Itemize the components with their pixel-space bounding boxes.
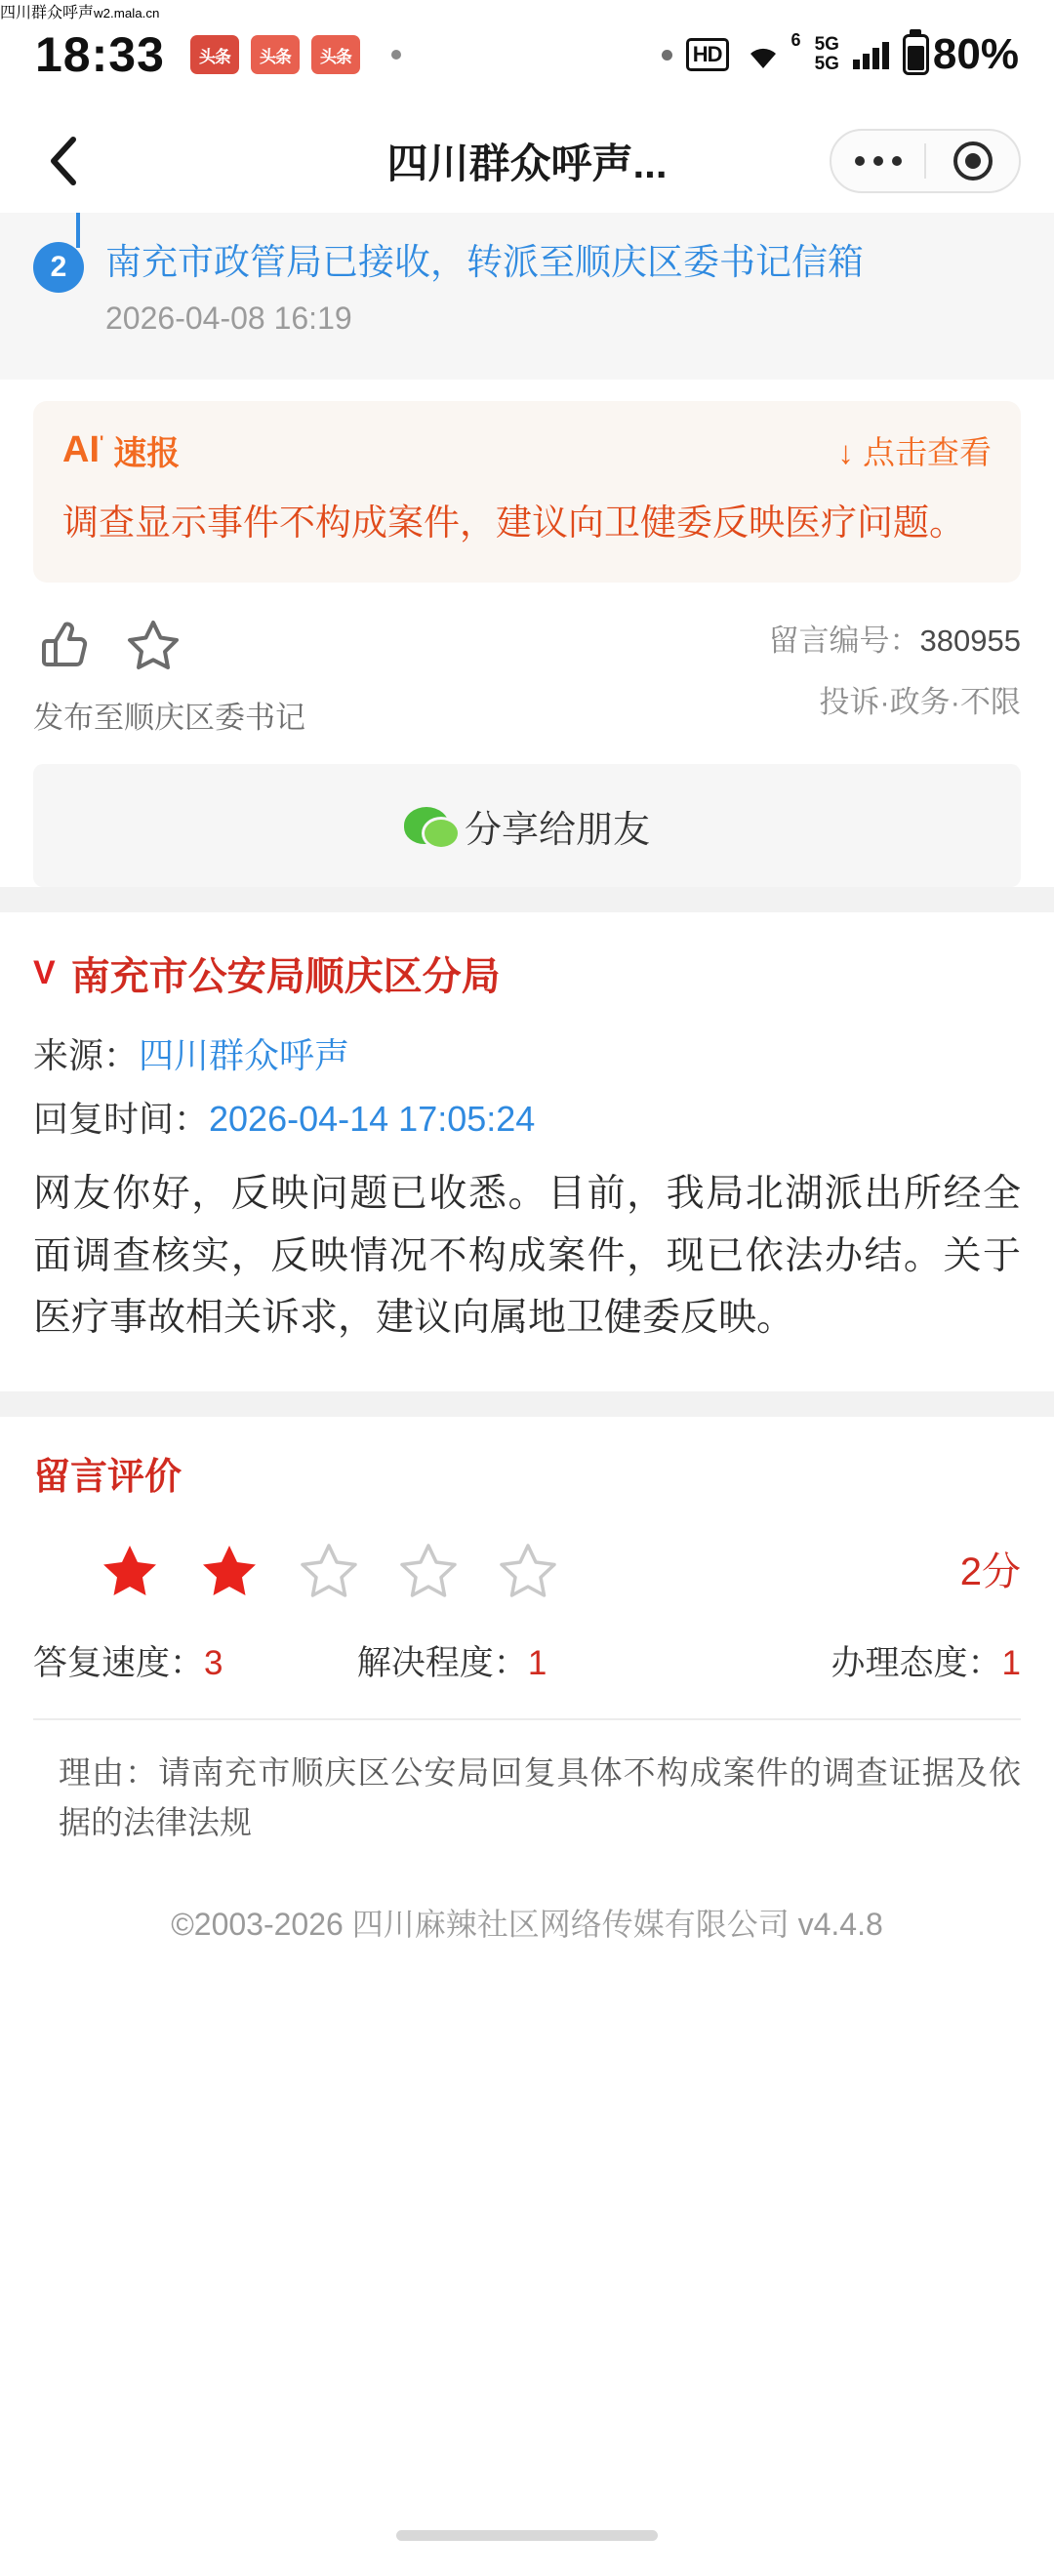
hd-icon: HD bbox=[686, 38, 729, 71]
evaluation-reason-label: 理由： bbox=[59, 1753, 159, 1791]
metric-resolution bbox=[357, 1636, 697, 1685]
star-outline-icon[interactable] bbox=[125, 616, 182, 677]
ai-summary-card[interactable] bbox=[33, 401, 1021, 584]
metric-resolution-value: 1 bbox=[527, 1643, 547, 1682]
message-id-row bbox=[769, 616, 1021, 660]
status-clock: 18:33 bbox=[35, 27, 165, 82]
status-bar bbox=[0, 0, 1054, 109]
evaluation-title: 留言评价 bbox=[33, 1456, 182, 1498]
timeline-connector bbox=[76, 213, 80, 248]
reply-organization: 南充市公安局顺庆区分局 bbox=[70, 955, 501, 999]
watermark-layer: 四川群众呼声w2.mala.cn bbox=[0, 5, 160, 21]
progress-time: 2026-04-08 16:19 bbox=[105, 300, 352, 336]
metric-attitude bbox=[697, 1636, 1021, 1685]
rating-star-3[interactable] bbox=[301, 1541, 357, 1597]
post-actions-row bbox=[33, 616, 1021, 737]
reply-body-text: 网友你好，反映问题已收悉。目前，我局北湖派出所经全面调查核实，反映情况不构成案件，现已依法办结。关于医疗事故相关诉求，建议向属地卫健委反映。 bbox=[33, 1173, 1021, 1339]
metric-response-speed-value: 3 bbox=[204, 1643, 223, 1682]
metric-attitude-label: 办理态度： bbox=[831, 1643, 1002, 1682]
network-label-line1: 5G bbox=[814, 34, 839, 56]
app-badge-toutiao-3: 头条 bbox=[311, 35, 360, 74]
share-button[interactable] bbox=[33, 764, 1021, 887]
rating-stars-row bbox=[33, 1541, 1021, 1597]
reply-source-label: 来源： bbox=[33, 1035, 140, 1076]
nav-bar bbox=[0, 109, 1054, 213]
reply-source-value[interactable]: 四川群众呼声 bbox=[139, 1035, 350, 1076]
status-right-dot-icon bbox=[662, 50, 672, 60]
footer-copyright: ©2003-2026 四川麻辣社区网络传媒有限公司 v4.4.8 bbox=[171, 1907, 883, 1943]
metric-response-speed-label: 答复速度： bbox=[33, 1643, 205, 1682]
evaluation-reason-text: 请南充市顺庆区公安局回复具体不构成案件的调查证据及依据的法律法规 bbox=[59, 1753, 1022, 1841]
progress-status-block bbox=[0, 213, 1054, 380]
metric-response-speed bbox=[33, 1636, 357, 1685]
reply-meta bbox=[33, 1028, 1021, 1142]
page-title: 四川群众呼声... bbox=[386, 141, 668, 186]
app-badge-toutiao-1: 头条 bbox=[190, 35, 239, 74]
mini-program-capsule[interactable] bbox=[830, 129, 1021, 193]
ai-logo bbox=[62, 429, 103, 471]
back-button[interactable] bbox=[33, 130, 96, 192]
message-category: 投诉·政务·不限 bbox=[819, 685, 1021, 720]
verified-badge-icon: V bbox=[33, 954, 56, 992]
publish-target-label: 发布至顺庆区委书记 bbox=[33, 701, 305, 736]
share-button-label: 分享给朋友 bbox=[464, 809, 650, 851]
close-target-button[interactable] bbox=[926, 141, 1019, 181]
section-divider-2 bbox=[0, 1391, 1054, 1417]
page-content bbox=[0, 213, 1054, 1945]
rating-star-2[interactable] bbox=[201, 1541, 258, 1597]
status-dot-icon bbox=[391, 50, 401, 60]
more-dots-icon[interactable] bbox=[831, 156, 924, 166]
ai-summary-text: 调查显示事件不构成案件，建议向卫健委反映医疗问题。 bbox=[62, 502, 965, 543]
rating-metrics bbox=[33, 1636, 1021, 1685]
rating-star-5[interactable] bbox=[500, 1541, 556, 1597]
evaluation-section bbox=[0, 1417, 1054, 1945]
rating-star-4[interactable] bbox=[400, 1541, 457, 1597]
message-id-label: 留言编号： bbox=[768, 624, 920, 659]
chevron-left-icon bbox=[45, 132, 84, 190]
official-reply-section bbox=[0, 912, 1054, 1391]
wifi-gen-label: 6 bbox=[790, 30, 801, 50]
app-badge-toutiao-2: 头条 bbox=[251, 35, 300, 74]
wifi-icon bbox=[743, 39, 784, 70]
ai-tag-label: 速报 bbox=[113, 434, 181, 472]
reply-time-value: 2026-04-14 17:05:24 bbox=[209, 1099, 536, 1140]
evaluation-reason bbox=[33, 1748, 1021, 1847]
wechat-icon bbox=[404, 807, 449, 844]
home-indicator[interactable] bbox=[396, 2530, 658, 2541]
ai-expand-link[interactable]: ↓ 点击查看 bbox=[837, 433, 992, 470]
network-label bbox=[815, 35, 839, 74]
metric-attitude-value: 1 bbox=[1001, 1643, 1021, 1682]
target-circle-icon bbox=[953, 141, 993, 181]
evaluation-divider bbox=[33, 1718, 1021, 1720]
reply-time-label: 回复时间： bbox=[33, 1099, 210, 1140]
rating-score: 2分 bbox=[959, 1550, 1021, 1594]
signal-bars-icon bbox=[853, 40, 889, 69]
section-divider bbox=[0, 887, 1054, 912]
progress-step-badge: 2 bbox=[33, 242, 84, 293]
progress-title: 南充市政管局已接收，转派至顺庆区委书记信箱 bbox=[105, 242, 864, 282]
rating-star-1[interactable] bbox=[101, 1541, 158, 1597]
ai-logo-text: AI bbox=[62, 428, 100, 470]
battery-icon bbox=[903, 34, 929, 75]
ai-logo-sup: ' bbox=[100, 432, 104, 453]
status-app-icons bbox=[190, 35, 401, 74]
network-label-line2: 5G bbox=[814, 54, 839, 74]
metric-resolution-label: 解决程度： bbox=[356, 1643, 528, 1682]
battery-percent: 80% bbox=[932, 30, 1019, 78]
message-id-value: 380955 bbox=[919, 624, 1021, 659]
thumbs-up-icon[interactable] bbox=[33, 616, 90, 677]
